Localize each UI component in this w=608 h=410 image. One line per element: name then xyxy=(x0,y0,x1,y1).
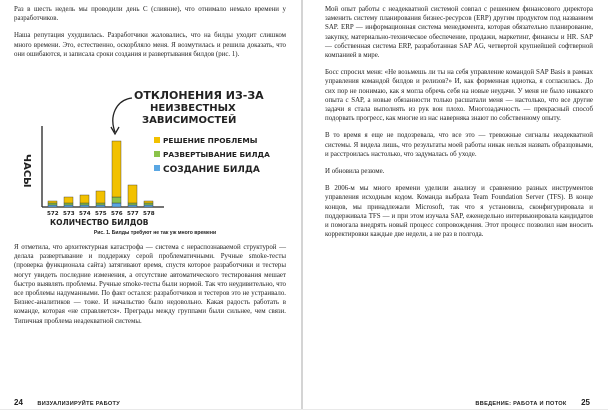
bar-575-series-1 xyxy=(96,203,105,205)
annotation-line-1: ОТКЛОНЕНИЯ ИЗ-ЗА xyxy=(134,89,264,102)
tick-label-574: 574 xyxy=(79,211,91,217)
paragraph: Мой опыт работы с неадекватной системой совпал с решением финансового директора заменить систему планирования бизнес-ресурсов (ERP) другим продуктом под названием SAP. ERP — информационная система менеджмента, которая обязательно планирование, закупку, материально-техническое обеспечение, продажи, маркетинг, финансы и HR. SAP — собственная система ERP, разработанная SAP AG, четвертой крупнейшей софтверной компанией в мире. xyxy=(325,6,593,60)
left-bottom-text xyxy=(14,243,286,334)
bar-578-series-0 xyxy=(144,201,153,203)
paragraph: Босс спросил меня: «Не возьмешь ли ты на себя управление командой SAP Basis в рамках управления командой билдов и релизов?» И, как форменная идиотка, я согласилась. До сих пор не понимаю, как я могла обречь себя на новые неудачи. У меня не было никакого опыта с SAP, а новые обязанности только расшатали меня — настолько, что все другие задачи я стала выполнять из рук вон плохо. Многозадачность — прекрасный способ подорвать прогресс, как многие из нас наверняка знают по собственному опыту. xyxy=(325,69,593,123)
bar-575-series-0 xyxy=(96,191,105,203)
right-page xyxy=(303,0,608,409)
running-title: ВИЗУАЛИЗИРУЙТЕ РАБОТУ xyxy=(37,401,121,407)
tick-label-576: 576 xyxy=(111,211,123,217)
left-page xyxy=(0,0,301,409)
paragraph: Наша репутация ухудшилась. Разработчики жаловались, что на билды уходит слишком много времени. Это, естественно, оскорбляло меня. Я возмутилась и решила доказать, что они ошибаются, и записала сроки создания и развертывания билдов (рис. 1). xyxy=(14,32,286,58)
bar-577-series-2 xyxy=(128,205,137,207)
figure-1-chart xyxy=(14,84,286,229)
annotation-line-2: НЕИЗВЕСТНЫХ xyxy=(150,103,236,114)
legend xyxy=(154,136,270,175)
y-axis-label xyxy=(21,154,32,188)
bar-578-series-2 xyxy=(144,205,153,207)
svg-text:ЧАСЫ: ЧАСЫ xyxy=(21,154,32,188)
bar-573-series-1 xyxy=(64,203,73,205)
legend-swatch-resolve xyxy=(154,137,160,143)
left-top-text xyxy=(14,5,286,67)
bar-572-series-0 xyxy=(48,201,57,203)
paragraph: В то время я еще не подозревала, что все это — тревожные сигналы неадекватной системы. Я видела лишь, что результаты моей работы никак нельзя назвать образцовыми, и расстроилась настолько, что задумалась об уходе. xyxy=(325,132,593,158)
bar-574-series-2 xyxy=(80,205,89,207)
tick-labels-group xyxy=(47,211,155,217)
paragraph: Раз в шесть недель мы проводили день С (слияние), что отнимало немало времени у разработчиков. xyxy=(14,6,286,23)
figure-caption: Рис. 1. Билды требуют не так уж много времени xyxy=(93,230,217,236)
right-text xyxy=(325,5,593,247)
bar-576-series-0 xyxy=(112,141,121,197)
legend-label-create: СОЗДАНИЕ БИЛДА xyxy=(163,165,260,175)
tick-label-573: 573 xyxy=(63,211,75,217)
legend-label-resolve: РЕШЕНИЕ ПРОБЛЕМЫ xyxy=(163,136,258,145)
bar-576-series-2 xyxy=(112,203,121,207)
bar-574-series-1 xyxy=(80,203,89,205)
left-footer xyxy=(14,392,120,410)
annotation-line-3: ЗАВИСИМОСТЕЙ xyxy=(142,115,237,126)
legend-swatch-create xyxy=(154,165,160,171)
legend-label-deploy: РАЗВЕРТЫВАНИЕ БИЛДА xyxy=(163,150,270,159)
page-number: 25 xyxy=(581,398,590,407)
x-axis-label: КОЛИЧЕСТВО БИЛДОВ xyxy=(50,218,149,227)
page-number: 24 xyxy=(14,398,23,407)
paragraph: В 2006-м мы много времени уделили анализу и сравнению разных инструментов управления исходным кодом. Команда выбрала Team Foundation Server (TFS). В конце концов, мы принадлежали Microsoft, так что я установила, сконфигурировала и поддерживала TFS — и при этом изучала SAP, еженедельно интервьюировала кандидатов и помогала внедрять новый процесс сопровождения. Этот процесс позволил нам вносить корректировки каждые две недели, а не раз в полгода. xyxy=(325,185,593,239)
running-title: ВВЕДЕНИЕ: РАБОТА И ПОТОК xyxy=(475,401,567,407)
bar-572-series-2 xyxy=(48,205,57,207)
bar-577-series-1 xyxy=(128,203,137,205)
tick-label-577: 577 xyxy=(127,211,139,217)
bar-575-series-2 xyxy=(96,205,105,207)
bar-577-series-0 xyxy=(128,185,137,203)
tick-label-578: 578 xyxy=(143,211,155,217)
tick-label-572: 572 xyxy=(47,211,59,217)
bar-578-series-1 xyxy=(144,203,153,205)
bar-572-series-1 xyxy=(48,203,57,205)
bar-573-series-2 xyxy=(64,205,73,207)
legend-swatch-deploy xyxy=(154,151,160,157)
tick-label-575: 575 xyxy=(95,211,107,217)
bar-573-series-0 xyxy=(64,197,73,203)
bars-group xyxy=(48,141,153,207)
annotation-arrow xyxy=(113,98,132,132)
bar-574-series-0 xyxy=(80,195,89,203)
paragraph: И обновила резюме. xyxy=(325,168,385,176)
right-footer xyxy=(475,392,590,410)
paragraph: Я отметила, что архитектурная катастрофа — система с нераспознаваемой структурой — делала развертывание и поддержку серой проблематичными. Ручные smoke-тесты (проверка функционала сайта) затягивают время, спустя которое разработчики и тестеры могут увидеть последние изменения, а отсутствие автоматического тестирования мешает быстро выявлять проблемы. Ручные smoke-тесты были нормой. Так что неудивительно, что все проблемы надуманными. По факт остался: разработчиков и тестеров это не устраивало. Бизнес-аналитиков — тоже. И начальство было недовольно. Какая радость работать в команде, которая «не справляется». Преграды между группами были сильнее, чем связи. Типичная проблема неадекватной системы. xyxy=(14,244,286,325)
bar-576-series-1 xyxy=(112,197,121,203)
